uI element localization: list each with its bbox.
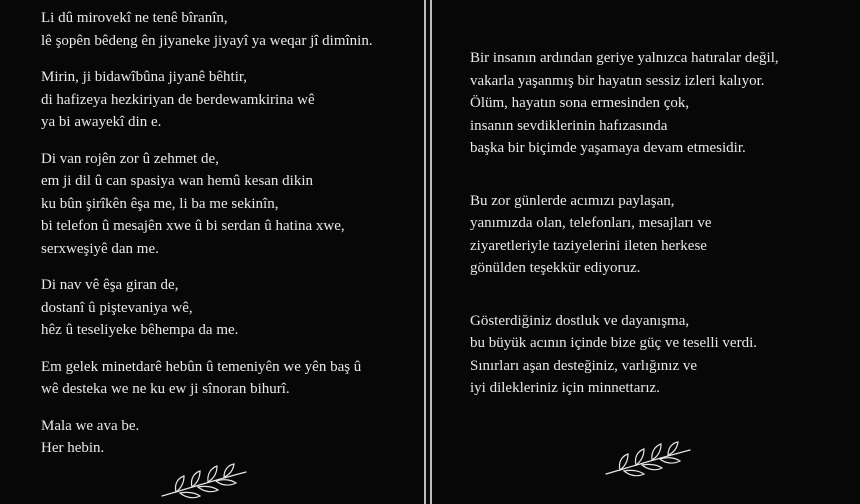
text-line: bu büyük acının içinde bize güç ve teselli verdi.	[470, 335, 757, 351]
stanza	[470, 47, 850, 160]
stanza	[41, 66, 421, 134]
text-line: serxweşiyê dan me.	[41, 240, 159, 257]
text-line: Di van rojên zor û zehmet de,	[41, 150, 219, 167]
text-line: Gösterdiğiniz dostluk ve dayanışma,	[470, 312, 690, 329]
text-line: Ölüm, hayatın sona ermesinden çok,	[470, 95, 690, 111]
text-line: Mirin, ji bidawîbûna jiyanê bêhtir,	[41, 69, 248, 85]
stanza	[470, 190, 850, 280]
text-line: insanın sevdiklerinin hafızasında	[470, 117, 668, 134]
stanza	[41, 356, 421, 401]
text-line: Em gelek minetdarê hebûn û temeniyên we yên baş û	[41, 358, 362, 375]
text-line: Her hebin.	[41, 440, 105, 456]
text-line: Sınırları aşan desteğiniz, varlığınız ve	[470, 357, 698, 374]
text-line: ziyaretleriyle taziyelerini ileten herkese	[470, 237, 707, 254]
text-line: em ji dil û can spasiya wan hemû kesan dikin	[41, 173, 314, 189]
text-line: lê şopên bêdeng ên jiyaneke jiyayî ya weqar jî dimînin.	[41, 32, 373, 49]
text-line: ya bi awayekî din e.	[41, 114, 162, 130]
text-line: ku bûn şirîkên êşa me, li ba me sekinîn,	[41, 195, 279, 212]
text-line: Mala we ava be.	[41, 417, 140, 434]
text-line: di hafizeya hezkiriyan de berdewamkirina wê	[41, 91, 315, 108]
text-line: gönülden teşekkür ediyoruz.	[470, 260, 641, 276]
stanza	[470, 310, 850, 400]
text-line: vakarla yaşanmış bir hayatın sessiz izleri kalıyor.	[470, 72, 765, 89]
text-line: wê desteka we ne ku ew ji sînoran bihurî.	[41, 381, 290, 397]
left-page	[0, 0, 424, 504]
right-page	[432, 0, 860, 504]
text-line: yanımızda olan, telefonları, mesajları ve	[470, 215, 712, 231]
stanza	[41, 7, 421, 52]
left-text	[41, 7, 421, 474]
stanza	[41, 415, 421, 460]
text-line: başka bir biçimde yaşamaya devam etmesidir.	[470, 140, 746, 156]
text-line: hêz û teseliyeke bêhempa da me.	[41, 322, 239, 338]
text-line: Bir insanın ardından geriye yalnızca hatıralar değil,	[470, 50, 779, 66]
leaf-sprig-icon	[158, 462, 250, 502]
page-divider	[424, 0, 426, 504]
text-line: dostanî û piştevaniya wê,	[41, 299, 193, 316]
text-line: Li dû mirovekî ne tenê bîranîn,	[41, 10, 228, 26]
text-line: Di nav vê êşa giran de,	[41, 277, 179, 293]
text-line: Bu zor günlerde acımızı paylaşan,	[470, 192, 675, 209]
stanza	[41, 274, 421, 342]
right-text	[470, 47, 850, 430]
text-line: iyi dilekleriniz için minnettarız.	[470, 380, 660, 396]
leaf-sprig-icon	[602, 440, 694, 480]
text-line: bi telefon û mesajên xwe û bi serdan û hatina xwe,	[41, 218, 345, 234]
stanza	[41, 148, 421, 261]
